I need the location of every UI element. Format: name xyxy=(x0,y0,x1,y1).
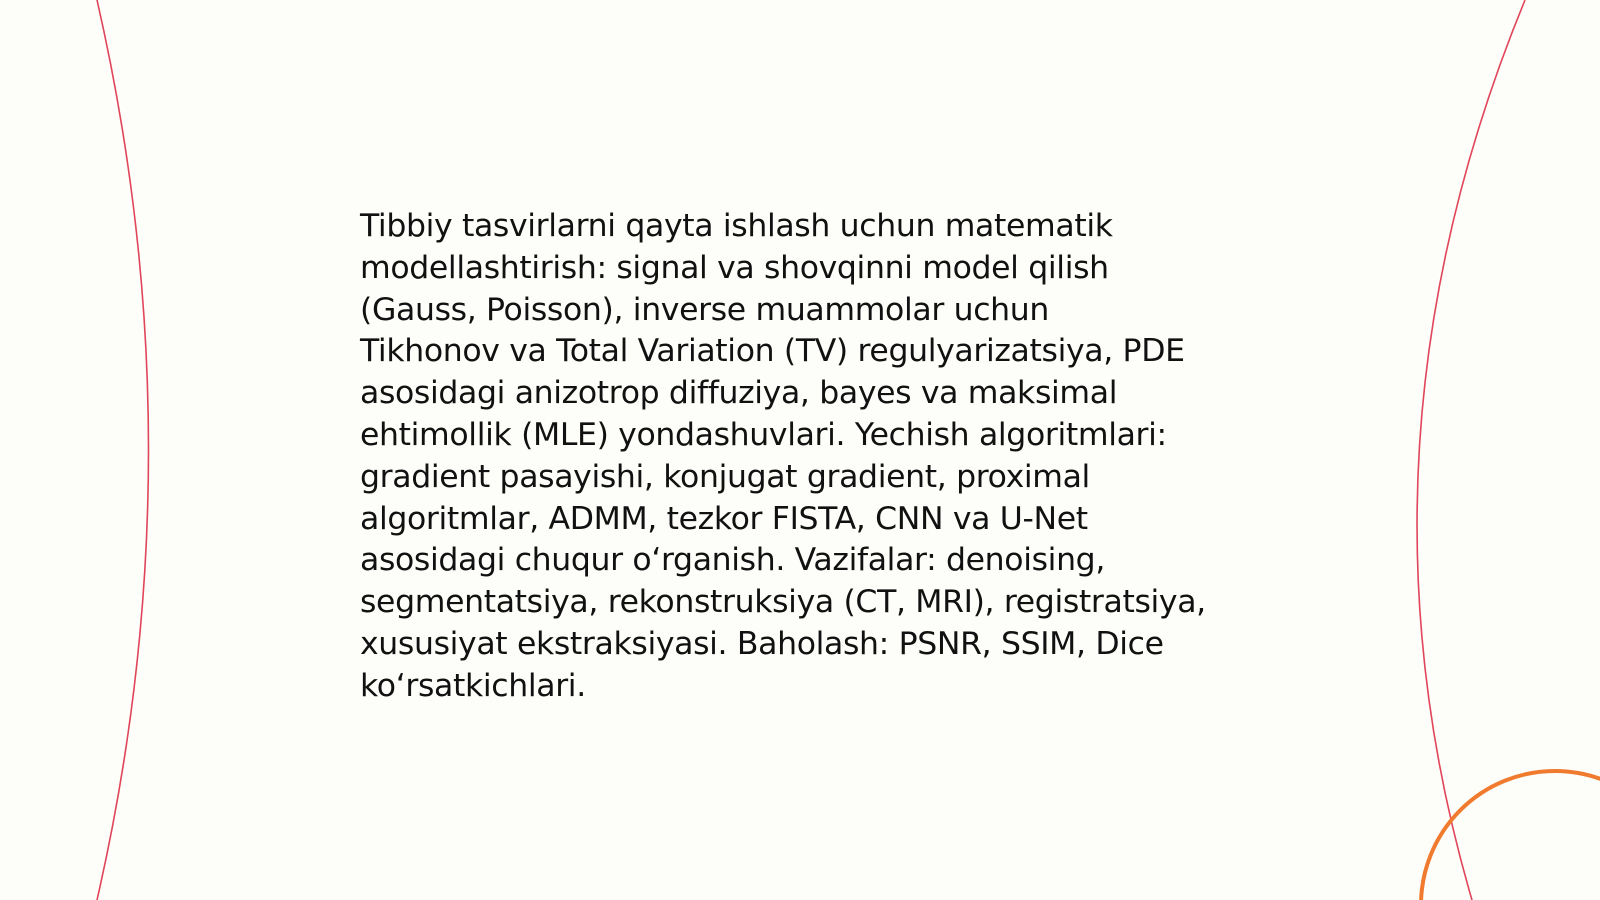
slide-body-text: Tibbiy tasvirlarni qayta ishlash uchun matematik modellashtirish: signal va shovqinni model qilish (Gauss, Poisson), inverse muammolar uchun Tikhonov va Total Variation (TV) regulyarizatsiya, PDE asosidagi anizotrop diffuziya, bayes va maksimal ehtimollik (MLE) yondashuvlari. Yechish algoritmlari: gradient pasayishi, konjugat gradient, proximal algoritmlar, ADMM, tezkor FISTA, CNN va U-Net asosidagi chuqur oʻrganish. Vazifalar: denoising, segmentatsiya, rekonstruksiya (CT, MRI), registratsiya, xususiyat ekstraksiyasi. Baholash: PSNR, SSIM, Dice koʻrsatkichlari. xyxy=(360,208,1206,704)
left-arc-line xyxy=(97,0,149,900)
orange-circle-outline xyxy=(1421,771,1600,900)
right-arc-line xyxy=(1417,0,1525,900)
